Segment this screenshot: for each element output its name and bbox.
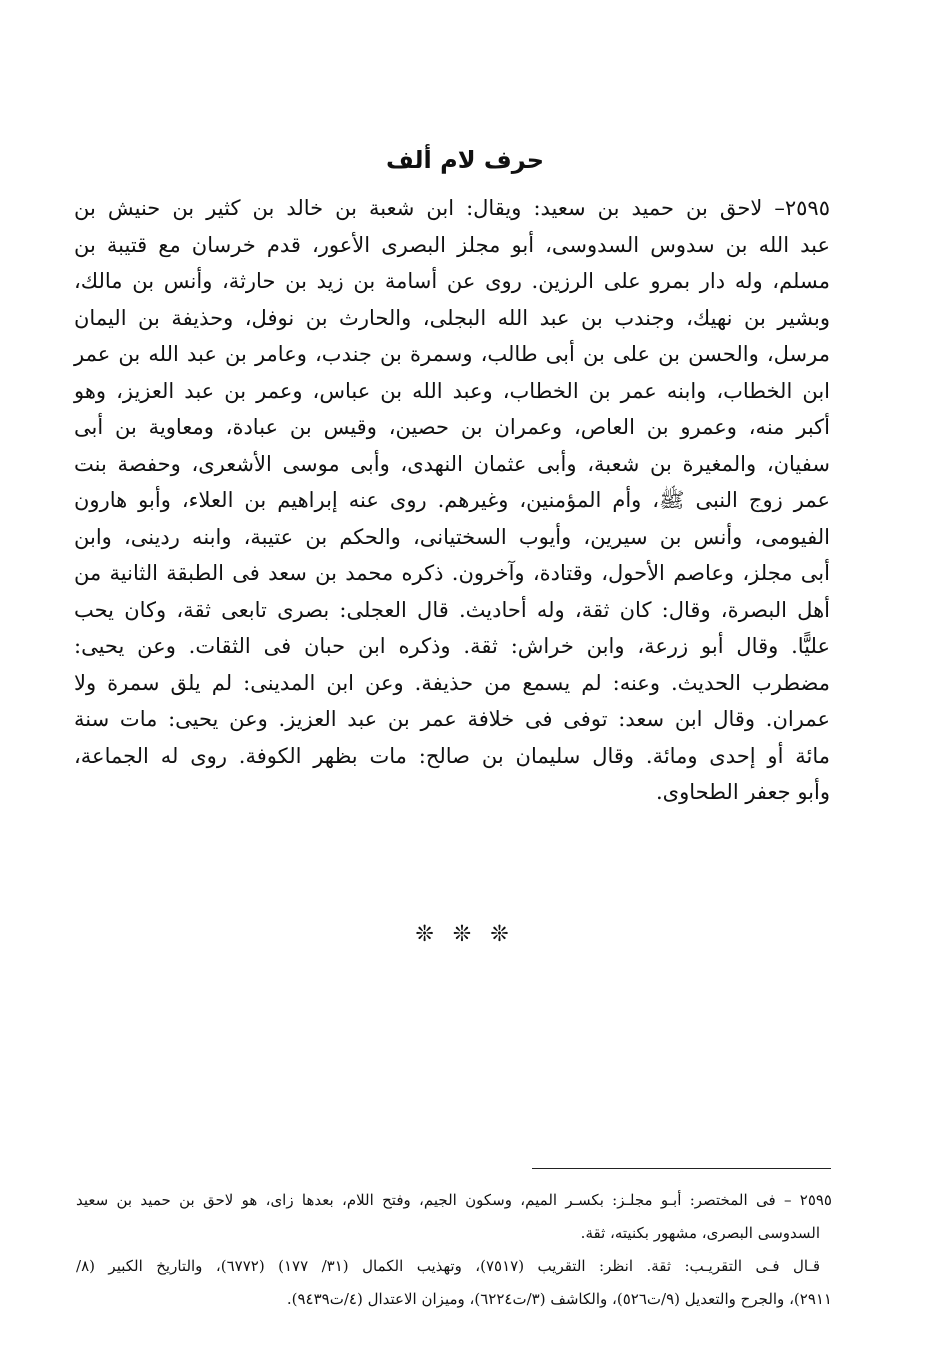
entry-line: عبد الله بن سدوس السدوسى، أبو مجلز البصرى الأعور، قدم خرسان مع قتيبة بن <box>74 232 830 257</box>
footnote-line: ٢٥٩٥ – فى المختصر: أبـو مجلـز: بكسـر الميم، وسكون الجيم، وفتح اللام، بعدها زاى، هو لاحق بن حميد بن سعيد <box>76 1191 832 1209</box>
section-ornament: ❊ ❊ ❊ <box>415 922 515 947</box>
entry-line: أبى مجلز، وعاصم الأحول، وقتادة، وآخرون. ذكره محمد بن سعد فى الطبقة الثانية من <box>74 561 830 585</box>
footnotes <box>76 1184 832 1316</box>
footnote-line: قـال فـى التقريـب: ثقة. انظر: التقريب (٧٥١٧)، وتهذيب الكمال (٣١/ ١٧٧) (٦٧٧٢)، والتاريخ الكبير (٨/ <box>76 1257 820 1275</box>
entry-line: وبشير بن نهيك، وجندب بن عبد الله البجلى، والحارث بن نوفل، وحذيفة بن اليمان <box>74 305 830 330</box>
entry-line: عليًّا. وقال أبو زرعة، وابن خراش: ثقة. وذكره ابن حبان فى الثقات. وعن يحيى: <box>74 634 830 658</box>
entry-line: أهل البصرة، وقال: كان ثقة، وله أحاديث. قال العجلى: بصرى تابعى ثقة، وكان يحب <box>74 597 830 622</box>
entry-line: عمران. وقال ابن سعد: توفى فى خلافة عمر بن عبد العزيز. وعن يحيى: مات سنة <box>74 707 830 731</box>
footnote-line: السدوسى البصرى، مشهور بكنيته، ثقة. <box>580 1224 820 1242</box>
entry-line: عمر زوج النبى ﷺ، وأم المؤمنين، وغيرهم. روى عنه إبراهيم بن العلاء، وأبو هارون <box>74 488 830 512</box>
footnote-divider <box>532 1168 831 1169</box>
entry-line: أكبر منه، وعمرو بن العاص، وعمران بن حصين، وقيس بن عبادة، ومعاوية بن أبى <box>74 415 830 439</box>
entry-line: ٢٥٩٥– لاحق بن حميد بن سعيد: ويقال: ابن شعبة بن خالد بن كثير بن حنيش بن <box>74 196 830 220</box>
entry-line: سفيان، والمغيرة بن شعبة، وأبى عثمان النهدى، وأبى موسى الأشعرى، وحفصة بنت <box>74 451 830 476</box>
entry-line: مضطرب الحديث. وعنه: لم يسمع من حذيفة. وعن ابن المدينى: لم يلق سمرة ولا <box>74 670 830 695</box>
entry-line: ابن الخطاب، وابنه عمر بن الخطاب، وعبد الله بن عباس، وعمر بن عبد العزيز، وهو <box>74 378 830 403</box>
entry-line: وأبو جعفر الطحاوى. <box>655 780 830 804</box>
footnote-line: ٢٩١١)، والجرح والتعديل (٩/ت٥٢٦)، والكاشف (٣/ت٦٢٢٤)، وميزان الاعتدال (٤/ت٩٤٣٩). <box>286 1290 832 1308</box>
biography-entry <box>74 190 830 811</box>
entry-line: مرسل، والحسن بن على بن أبى طالب، وسمرة بن جندب، وعامر بن عبد الله بن عمر <box>74 342 830 366</box>
entry-line: الفيومى، وأنس بن سيرين، وأيوب السختيانى، والحكم بن عتيبة، وابنه ردينى، وابن <box>74 524 830 549</box>
page-title: حرف لام ألف <box>385 146 545 174</box>
entry-line: مائة أو إحدى ومائة. وقال سليمان بن صالح: مات بظهر الكوفة. روى له الجماعة، <box>74 743 830 768</box>
entry-line: مسلم، وله دار بمرو على الرزين. روى عن أسامة بن زيد بن حارثة، وأنس بن مالك، <box>74 269 830 293</box>
